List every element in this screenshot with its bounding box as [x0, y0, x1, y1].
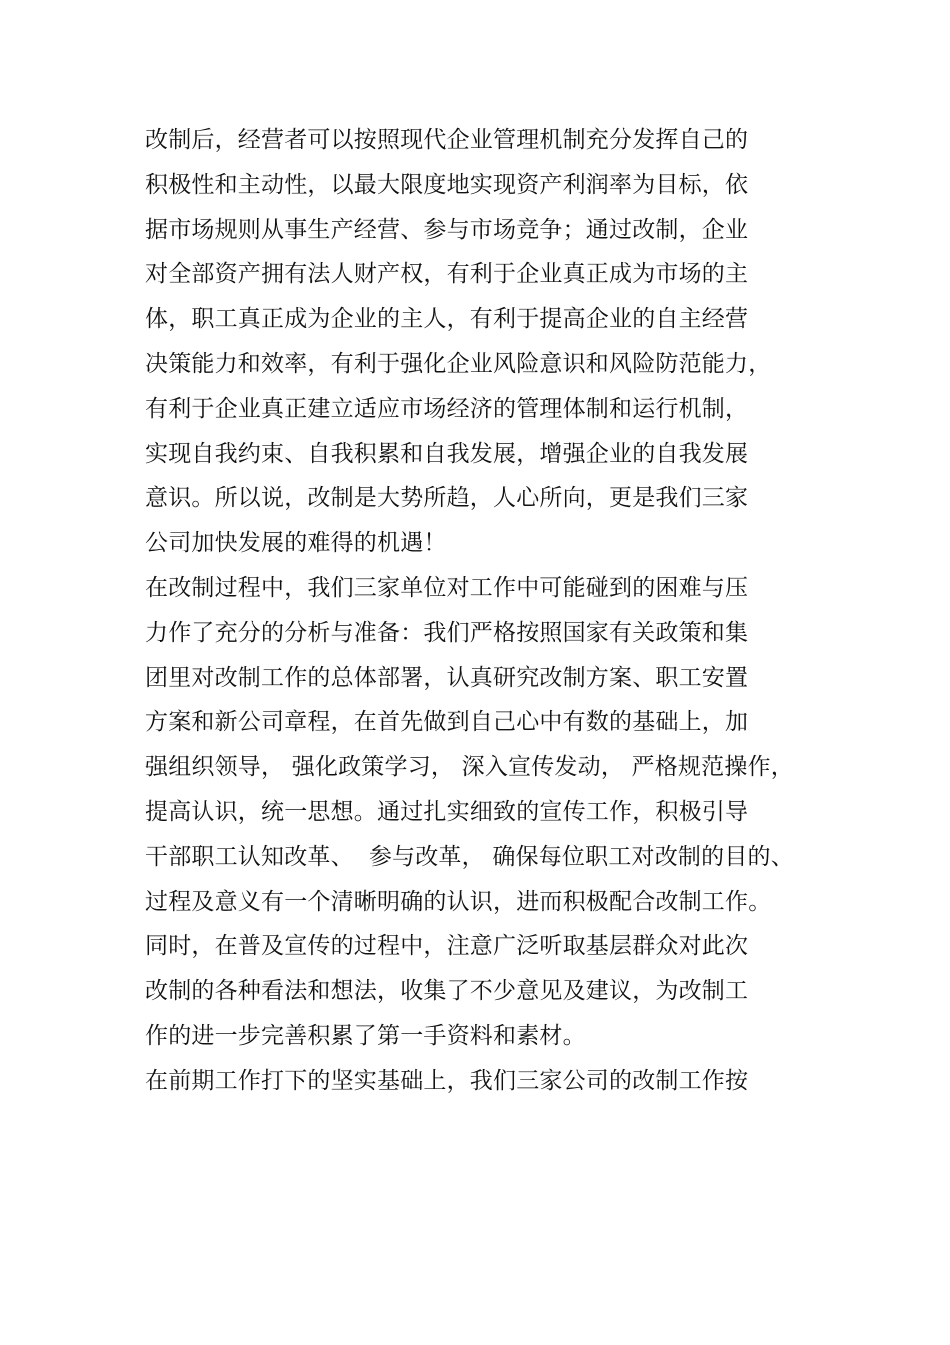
text-line: 意识。所以说，改制是大势所趋，人心所向，更是我们三家 [145, 485, 749, 512]
text-line: 实现自我约束、自我积累和自我发展，增强企业的自我发展 [145, 440, 749, 467]
text-line: 团里对改制工作的总体部署，认真研究改制方案、职工安置 [145, 664, 749, 691]
text-line: 过程及意义有一个清晰明确的认识，进而积极配合改制工作。 [145, 888, 772, 915]
text-line: 改制后，经营者可以按照现代企业管理机制充分发挥自己的 [145, 127, 749, 153]
text-line: 决策能力和效率，有利于强化企业风险意识和风险防范能力， [145, 350, 772, 377]
text-line: 作的进一步完善积累了第一手资料和素材。 [145, 1022, 586, 1049]
text-line: 方案和新公司章程，在首先做到自己心中有数的基础上，加 [145, 709, 749, 736]
text-line: 据市场规则从事生产经营、参与市场竞争；通过改制，企业 [145, 216, 749, 243]
text-line: 公司加快发展的难得的机遇！ [145, 530, 447, 557]
text-line: 力作了充分的分析与准备：我们严格按照国家有关政策和集 [145, 619, 749, 646]
text-line: 干部职工认知改革、 参与改革， 确保每位职工对改制的目的、 [145, 843, 794, 870]
text-line: 体，职工真正成为企业的主人，有利于提高企业的自主经营 [145, 306, 749, 333]
text-line: 在前期工作打下的坚实基础上，我们三家公司的改制工作按 [145, 1067, 749, 1094]
body-text [145, 118, 805, 1104]
text-line: 提高认识，统一思想。通过扎实细致的宣传工作，积极引导 [145, 798, 749, 825]
text-line: 强组织领导， 强化政策学习， 深入宣传发动， 严格规范操作， [145, 754, 794, 781]
text-line: 对全部资产拥有法人财产权，有利于企业真正成为市场的主 [145, 261, 749, 288]
text-line: 在改制过程中，我们三家单位对工作中可能碰到的困难与压 [145, 574, 749, 601]
text-line: 有利于企业真正建立适应市场经济的管理体制和运行机制， [145, 395, 749, 422]
text-line: 改制的各种看法和想法，收集了不少意见及建议，为改制工 [145, 978, 749, 1005]
text-line: 同时，在普及宣传的过程中，注意广泛听取基层群众对此次 [145, 933, 749, 960]
text-line: 积极性和主动性，以最大限度地实现资产利润率为目标，依 [145, 171, 749, 198]
